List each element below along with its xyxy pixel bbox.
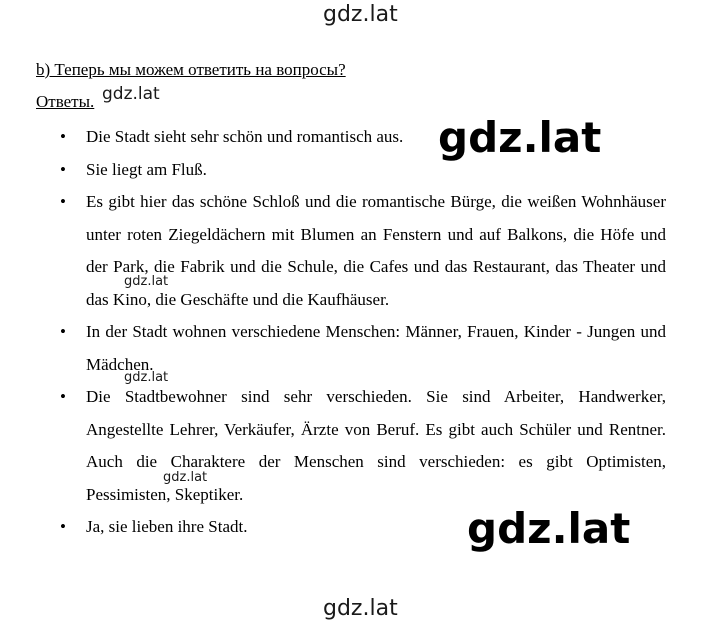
watermark-large-2: gdz.lat [467,504,631,553]
bullet-icon: • [60,127,66,146]
bullet-icon: • [60,322,66,341]
bullet-icon: • [60,159,66,179]
answers-list [56,121,666,544]
bullet-icon: • [60,517,66,536]
answer-text: Ja, sie lieben ihre Stadt. [86,517,248,536]
answer-text: In der Stadt wohnen verschiedene Menschen: Männer, Frauen, Kinder - Jungen und Mädchen. [86,322,666,374]
list-item [56,381,666,511]
watermark-small-2: gdz.lat [124,370,169,385]
watermark-large-1: gdz.lat [438,113,602,162]
list-item [56,186,666,316]
watermark-small-1: gdz.lat [124,274,169,289]
answer-text: Es gibt hier das schöne Schloß und die romantische Bürge, die weißen Wohnhäuser unter roten Ziegeldächern mit Blumen an Fenstern und auf Balkons, die Höfe und der Park, die Fabrik und die Schule, die Cafes und das Restaurant, das Theater und das Kino, die Geschäfte und die Kaufhäuser. [86,192,666,309]
bullet-icon: • [60,192,66,211]
answers-label: Ответы. [36,92,95,111]
answer-text: Die Stadtbewohner sind sehr verschieden. Sie sind Arbeiter, Handwerker, Angestellte Lehrer, Verkäufer, Ärzte von Beruf. Es gibt auch Schüler und Rentner. Auch die Charaktere der Menschen sind verschieden: es gibt Optimisten, Pessimisten, Skeptiker. [86,387,666,504]
answer-text: Sie liegt am Fluß. [86,159,207,179]
watermark-bottom: gdz.lat [323,596,398,621]
question-heading: b) Теперь мы можем ответить на вопросы? [36,60,346,79]
answer-text: Die Stadt sieht sehr schön und romantisch aus. [86,127,404,146]
watermark-answers: gdz.lat [102,84,160,104]
watermark-top: gdz.lat [323,2,398,27]
bullet-icon: • [60,387,66,406]
watermark-small-3: gdz.lat [163,470,208,485]
